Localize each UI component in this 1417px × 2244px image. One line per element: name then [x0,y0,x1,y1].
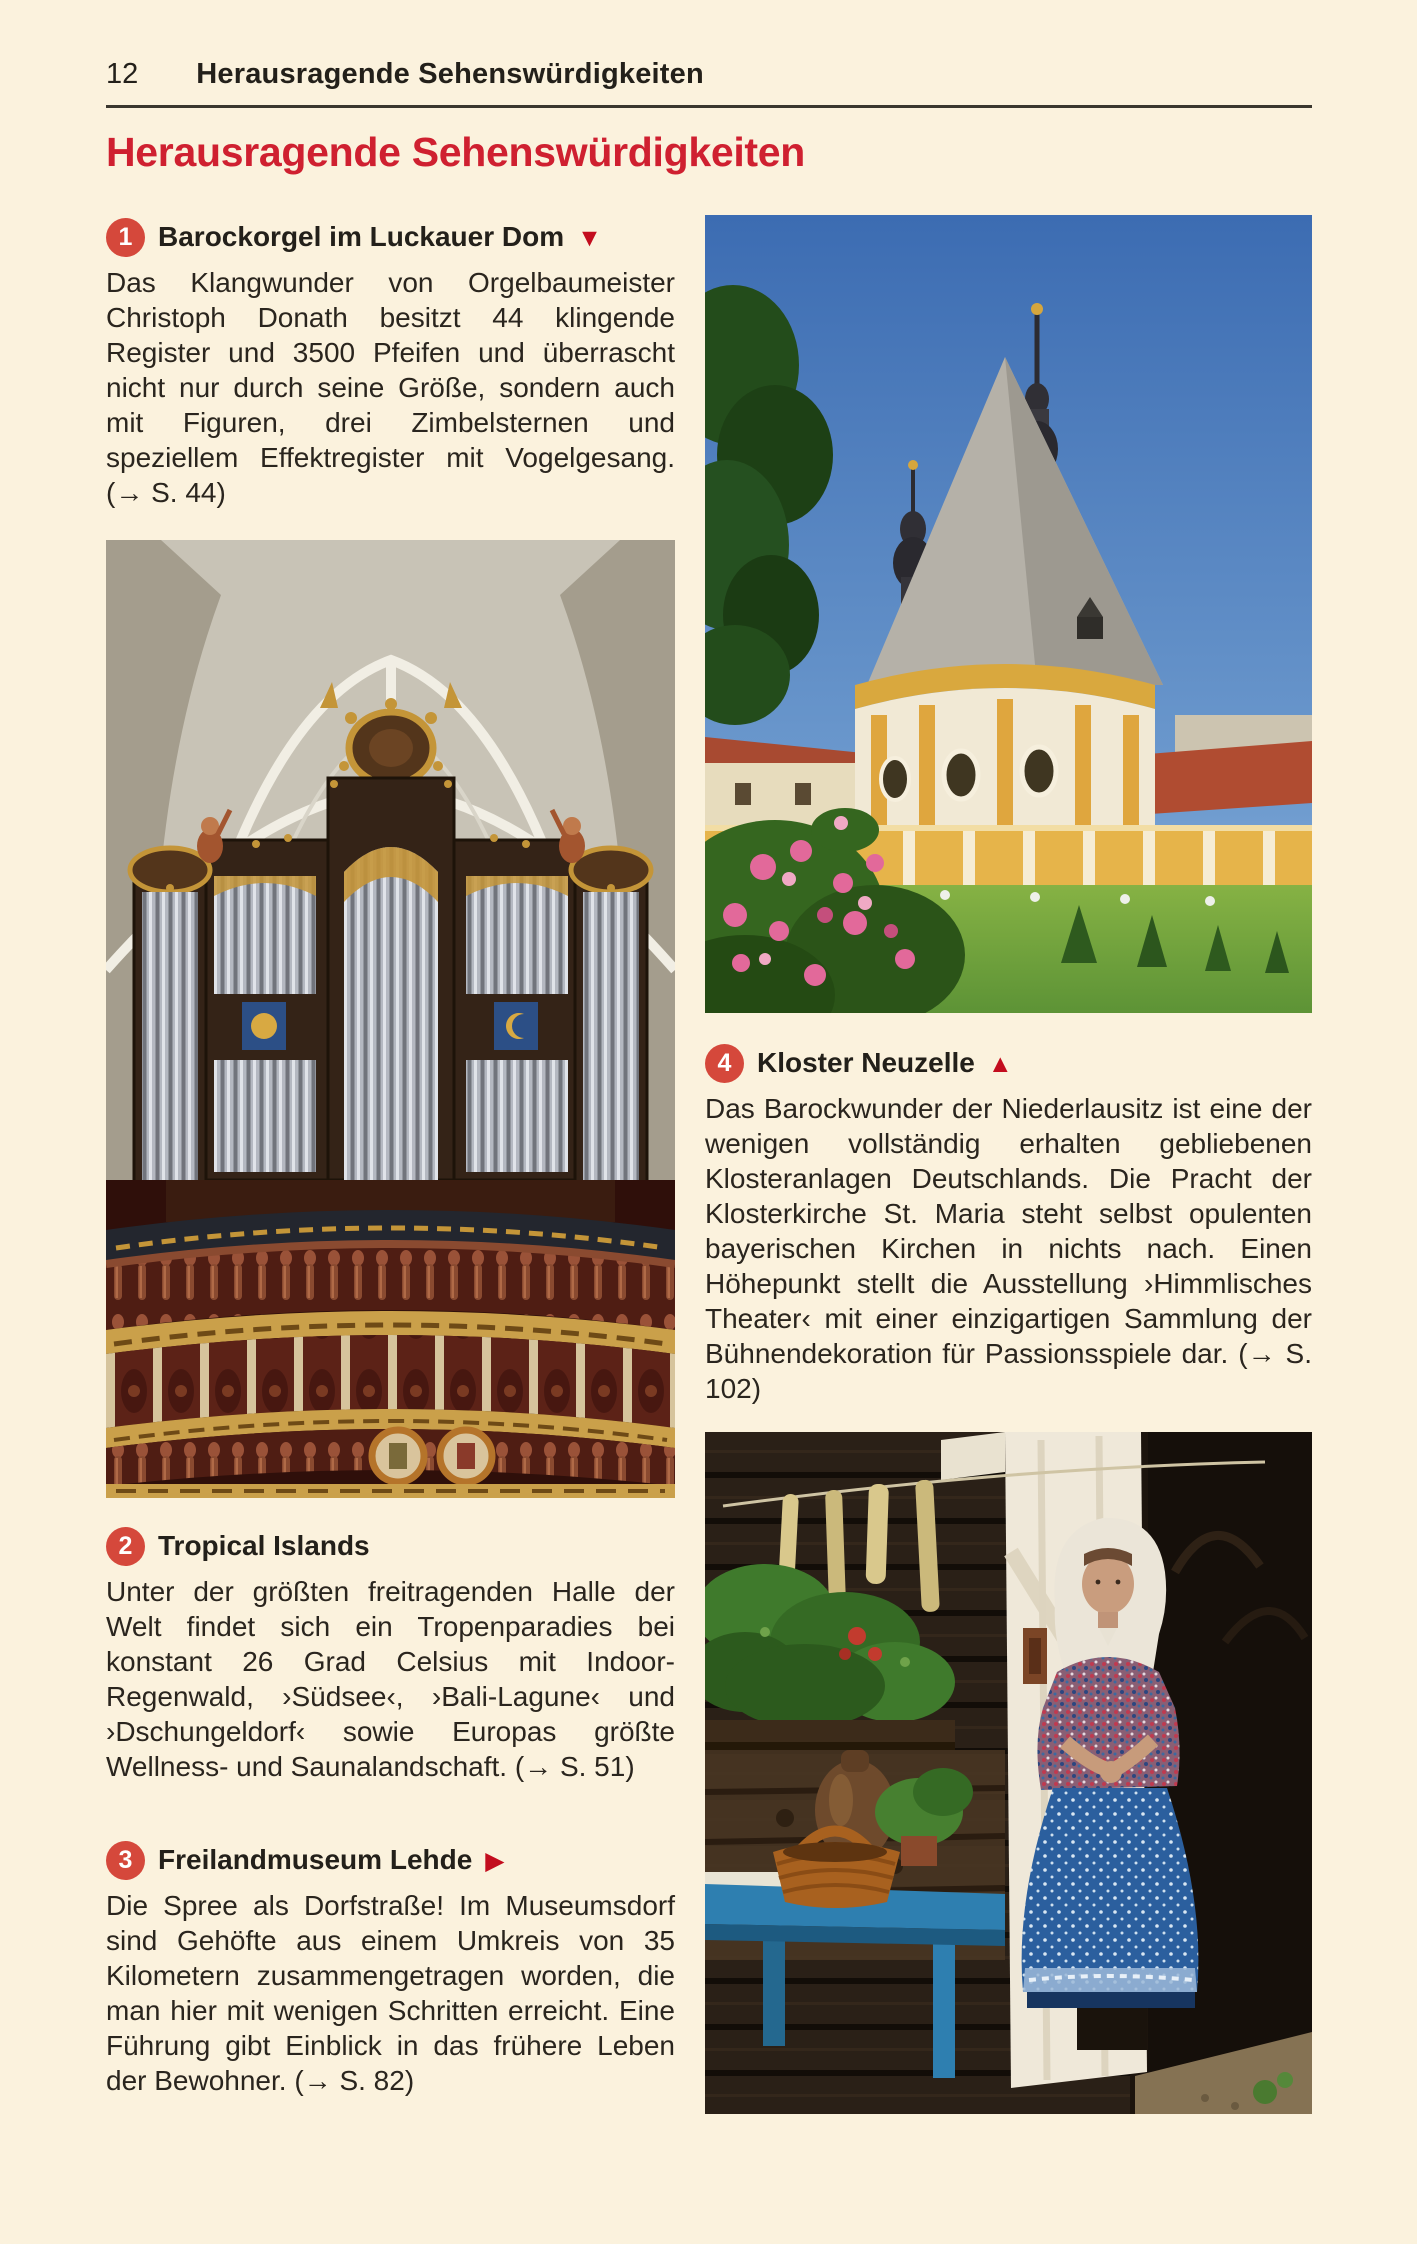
page-title: Herausragende Sehenswürdigkeiten [106,129,806,175]
triangle-down-icon: ▼ [577,223,602,252]
sun-plaque [242,1002,286,1050]
section-barockorgel [106,215,675,510]
section-kloster-neuzelle [705,1041,1312,1406]
section-title: Freilandmuseum Lehde [158,1844,473,1876]
page-header [106,58,1312,108]
section-body: Das Klangwunder von Orgelbaumeister Christoph Donath besitzt 44 klingende Register und 3500 Pfeifen und überrascht nicht nur durch seine Größe, sondern auch mit Figuren, drei Zimbelsternen und speziellem Effektregister mit Vogelgesang. (→ S. 44) [106,267,675,509]
number-badge-3: 3 [106,1841,145,1880]
moon-plaque [494,1002,538,1050]
section-heading [106,1838,675,1882]
number-badge-2: 2 [106,1527,145,1566]
section-tropical-islands [106,1524,675,1784]
header-title: Herausragende Sehenswürdigkeiten [196,58,704,90]
right-column [705,215,1312,2114]
section-heading [106,1524,675,1568]
section-title: Tropical Islands [158,1530,370,1562]
triangle-up-icon: ▲ [987,1049,1013,1078]
triangle-right-icon: ▶ [485,1846,505,1875]
section-heading [705,1041,1312,1085]
kloster-neuzelle-photo [705,215,1312,1013]
section-title: Barockorgel im Luckauer Dom [158,221,565,253]
section-body: Unter der größten freitragenden Halle der Welt findet sich ein Tropenparadies bei konstant 26 Grad Celsius mit Indoor-Regenwald, ›Südsee‹, ›Bali-Lagune‹ und ›Dschungeldorf‹ sowie Europas größte Wellness- und Saunalandschaft. (→ S. 51) [106,1576,675,1783]
section-heading [106,215,675,259]
content-columns [106,215,1312,2114]
number-badge-4: 4 [705,1044,744,1083]
organ-balcony [106,1180,675,1498]
section-body: Das Barockwunder der Niederlausitz ist eine der wenigen vollständig erhalten gebliebenen Klosteranlagen Deutschlands. Die Pracht der Klosterkirche St. Maria steht selbst opulenten bayerischen Kirchen in nichts nach. Einen Höhepunkt stellt die Ausstellung ›Himmlisches Theater‹ mit einer einzigartigen Sammlung der Bühnendekoration für Passionsspiele dar. (→ S. 102) [705,1093,1312,1405]
barockorgel-photo [106,540,675,1498]
freilandmuseum-photo [705,1432,1312,2114]
number-badge-1: 1 [106,218,145,257]
left-column [106,215,675,2114]
section-body: Die Spree als Dorfstraße! Im Museumsdorf sind Gehöfte aus einem Umkreis von 35 Kilometern zusammengetragen worden, die man hier mit wenigen Schritten erreicht. Eine Führung gibt Einblick in das frühere Leben der Bewohner. (→ S. 82) [106,1890,675,2097]
page-number: 12 [106,58,139,90]
section-freilandmuseum [106,1838,675,2098]
section-title: Kloster Neuzelle [757,1047,975,1079]
